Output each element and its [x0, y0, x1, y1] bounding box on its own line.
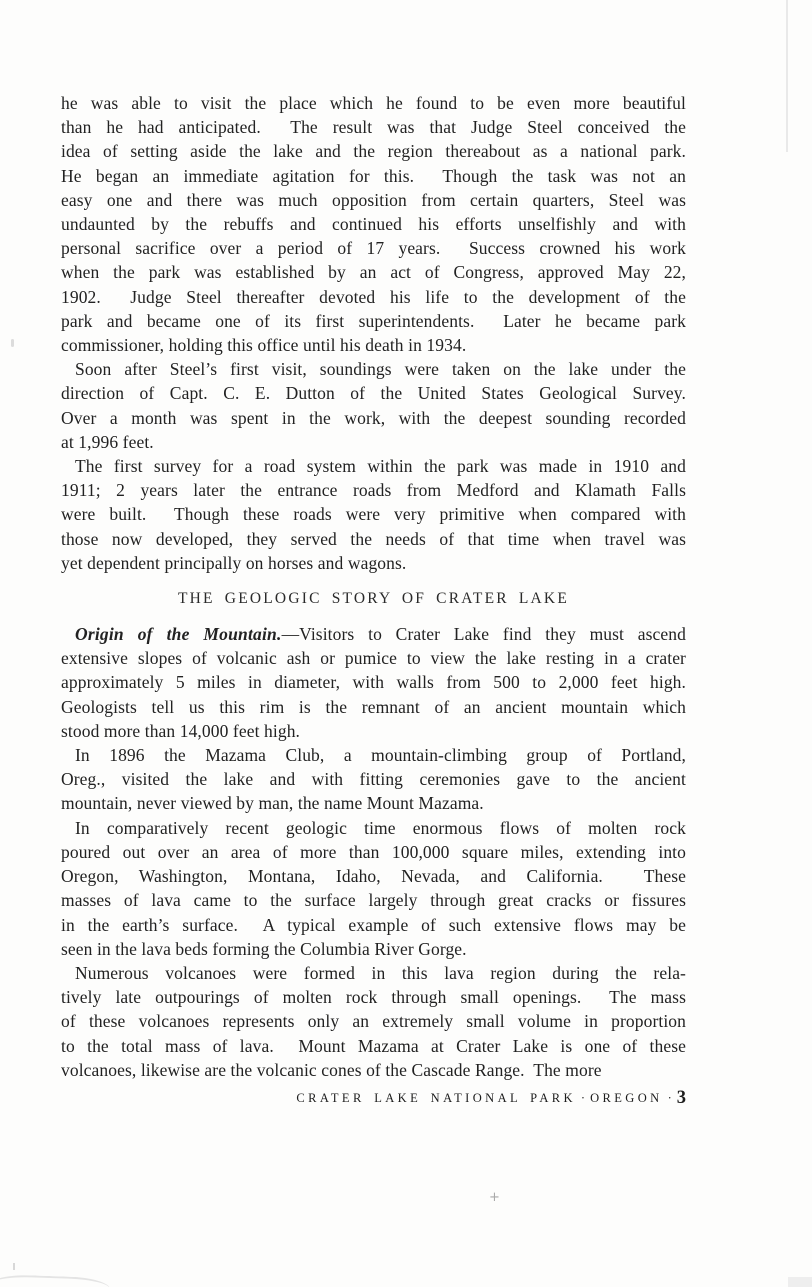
section-heading: THE GEOLOGIC STORY OF CRATER LAKE [178, 590, 569, 608]
page-footer [61, 1088, 686, 1109]
text-line: were built. Though these roads were very primitive when compared with [61, 504, 686, 525]
text-line: Geologists tell us this rim is the remnant of an ancient mountain which [61, 696, 686, 717]
footer-separator-icon: · [580, 1091, 586, 1105]
paragraph [61, 91, 686, 357]
text-line: in the earth’s surface. A typical example of such extensive flows may be [61, 914, 686, 935]
text-line: commissioner, holding this office until his death in 1934. [61, 335, 467, 356]
text-line: In 1896 the Mazama Club, a mountain-climbing group of Portland, [75, 745, 686, 766]
text-line: poured out over an area of more than 100,000 square miles, extending into [61, 841, 686, 862]
text-line: extensive slopes of volcanic ash or pumice to view the lake resting in a crater [61, 648, 686, 669]
scan-artifact [788, 1277, 812, 1287]
text-line: than he had anticipated. The result was that Judge Steel conceived the [61, 117, 686, 138]
text-line: idea of setting aside the lake and the region thereabout as a national park. [61, 141, 686, 162]
text-line: Over a month was spent in the work, with the deepest sounding recorded [61, 407, 686, 428]
footer-title: CRATER LAKE NATIONAL PARK [296, 1091, 576, 1105]
text-line: mountain, never viewed by man, the name Mount Mazama. [61, 793, 484, 814]
text-line: yet dependent principally on horses and wagons. [61, 552, 407, 573]
text-line: Oregon, Washington, Montana, Idaho, Nevada, and California. These [61, 866, 686, 887]
register-mark-icon: + [489, 1190, 500, 1205]
paragraph [61, 816, 686, 961]
paragraph [61, 622, 686, 743]
text-line: seen in the lava beds forming the Columbia River Gorge. [61, 938, 467, 959]
text-line: those now developed, they served the needs of that time when travel was [61, 528, 686, 549]
text-line: Numerous volcanoes were formed in this lava region during the rela- [75, 962, 686, 983]
text-line: when the park was established by an act of Congress, approved May 22, [61, 262, 686, 283]
text-line: personal sacrifice over a period of 17 years. Success crowned his work [61, 238, 686, 259]
text-line: stood more than 14,000 feet high. [61, 720, 301, 741]
scan-artifact [0, 1274, 110, 1287]
text-line: easy one and there was much opposition from certain quarters, Steel was [61, 189, 686, 210]
text-line: at 1,996 feet. [61, 431, 154, 452]
text-line: The first survey for a road system within the park was made in 1910 and [75, 456, 686, 477]
text-line: Soon after Steel’s first visit, soundings were taken on the lake under the [75, 359, 686, 380]
text-line: of these volcanoes represents only an extremely small volume in proportion [61, 1011, 686, 1032]
text-line: tively late outpourings of molten rock through small openings. The mass [61, 987, 686, 1008]
scan-artifact [11, 339, 14, 347]
text-line: masses of lava came to the surface largely through great cracks or fissures [61, 890, 686, 911]
text-block [61, 91, 686, 1082]
paragraph-lead-italic: Origin of the Mountain. [75, 624, 282, 645]
scan-artifact [13, 1263, 15, 1270]
text-line: 1911; 2 years later the entrance roads from Medford and Klamath Falls [61, 480, 686, 501]
text-line: undaunted by the rebuffs and continued his efforts unselfishly and with [61, 214, 686, 235]
scan-edge-line [786, 0, 788, 152]
text-line: 1902. Judge Steel thereafter devoted his life to the development of the [61, 286, 686, 307]
paragraph [61, 454, 686, 575]
text-line: park and became one of its first superintendents. Later he became park [61, 310, 686, 331]
text-line: volcanoes, likewise are the volcanic cones of the Cascade Range. The more [61, 1059, 602, 1080]
text-line: direction of Capt. C. E. Dutton of the United States Geological Survey. [61, 383, 686, 404]
text-line: Oreg., visited the lake and with fitting ceremonies gave to the ancient [61, 769, 686, 790]
text-line: he was able to visit the place which he found to be even more beautiful [61, 93, 686, 113]
text-line: to the total mass of lava. Mount Mazama at Crater Lake is one of these [61, 1035, 686, 1056]
text-line: He began an immediate agitation for this. Though the task was not an [61, 165, 686, 186]
paragraph [61, 743, 686, 816]
paragraph [61, 961, 686, 1082]
text-line: approximately 5 miles in diameter, with walls from 500 to 2,000 feet high. [61, 672, 686, 693]
page-number: 3 [676, 1088, 686, 1108]
paragraph [61, 357, 686, 454]
footer-separator-icon: · [667, 1091, 672, 1105]
text-line: In comparatively recent geologic time enormous flows of molten rock [75, 817, 686, 838]
footer-region: OREGON [590, 1091, 663, 1105]
text-line: Origin of the Mountain.—Visitors to Crater Lake find they must ascend [75, 624, 686, 645]
